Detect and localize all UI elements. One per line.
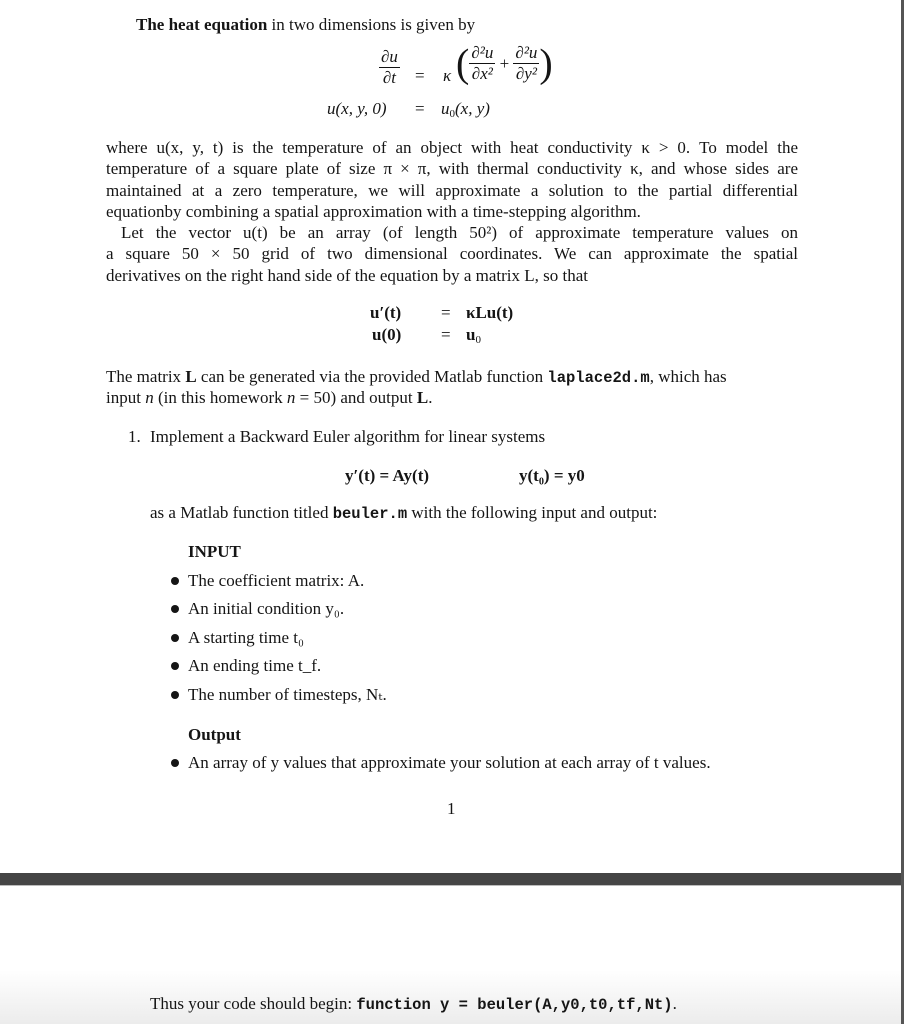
sys-row2-eq: = xyxy=(441,325,451,344)
d2u-numerator-2: ∂²u xyxy=(515,43,538,62)
text: as a Matlab function titled xyxy=(150,503,333,522)
para3-line2 xyxy=(106,387,432,408)
ode-equation: y′(t) = Ay(t) xyxy=(345,466,430,485)
right-paren: ) xyxy=(539,40,553,86)
code-beuler: beuler.m xyxy=(332,505,408,523)
para1-line: equationby combining a spatial approximation with a time-stepping algorithm. xyxy=(106,201,641,221)
dy2-denominator: ∂y² xyxy=(515,64,537,83)
page-number: 1 xyxy=(447,799,456,818)
sys-row2-rhs xyxy=(466,324,481,351)
paragraph-vector-description xyxy=(106,222,798,286)
output-item: An array of y values that approximate your solution at each array of t values. xyxy=(188,753,711,772)
intro-line xyxy=(136,14,475,35)
bullet-icon xyxy=(171,605,179,613)
bullet-icon xyxy=(171,691,179,699)
page-separator xyxy=(0,873,904,885)
bullet-icon xyxy=(171,662,179,670)
text: The matrix xyxy=(106,367,186,386)
task-text: Implement a Backward Euler algorithm for linear systems xyxy=(150,427,546,446)
eq1-lhs xyxy=(379,47,400,88)
para1-line: where u(x, y, t) is the temperature of an object with heat conductivity κ > 0. To model the xyxy=(106,138,798,157)
dx2-denominator: ∂x² xyxy=(471,64,493,83)
d2u-numerator-1: ∂²u xyxy=(471,43,494,62)
input-item: An ending time t_f. xyxy=(188,656,322,675)
para2-line: Let the vector u(t) be an array (of length 50²) of approximate temperature values on xyxy=(121,223,798,242)
var-n: n xyxy=(286,388,296,407)
text: input xyxy=(106,388,146,407)
u0-subscript: 0 xyxy=(475,334,481,346)
sys-row1-eq: = xyxy=(441,303,451,322)
var-n: n xyxy=(145,388,154,407)
sys-row2-lhs: u(0) xyxy=(372,325,402,344)
text: Thus your code should begin: xyxy=(150,994,357,1013)
u-subscript: 0 xyxy=(449,108,455,120)
eq2-lhs: u(x, y, 0) xyxy=(327,99,387,118)
bullet-icon xyxy=(171,759,179,767)
next-page-line xyxy=(150,993,677,1016)
task-description xyxy=(150,502,657,525)
matrix-L: L xyxy=(416,388,429,407)
dt-denominator: ∂t xyxy=(382,68,397,87)
input-item: An initial condition y₀. xyxy=(188,599,345,618)
intro-rest: in two dimensions is given by xyxy=(267,15,476,34)
page-separator-line xyxy=(0,885,904,886)
plus-sign: + xyxy=(499,54,510,73)
eq2-equals: = xyxy=(415,99,425,118)
sys-row1-rhs: κLu(t) xyxy=(466,303,514,322)
task-number: 1. xyxy=(128,427,141,446)
input-item: A starting time t₀ xyxy=(188,628,304,647)
input-heading: INPUT xyxy=(188,542,241,561)
input-item: The number of timesteps, Nₜ. xyxy=(188,685,387,704)
u0-args: (x, y) xyxy=(455,99,490,118)
u-symbol: u xyxy=(441,99,450,118)
eq1-equals: = xyxy=(415,66,425,85)
text: . xyxy=(428,388,433,407)
sys-row1-lhs: u′(t) xyxy=(370,303,402,322)
paragraph-heat-description xyxy=(106,137,798,222)
text: with the following input and output: xyxy=(407,503,658,522)
u-bold: u xyxy=(466,325,476,344)
para2-line: derivatives on the right hand side of the equation by a matrix L, so that xyxy=(106,265,589,285)
input-item: The coefficient matrix: A. xyxy=(188,571,365,590)
text: = 50) and output xyxy=(295,388,417,407)
para1-line: temperature of a square plate of size π × π, with thermal conductivity κ, and whose sides are xyxy=(106,159,798,179)
intro-bold-term: The heat equation xyxy=(136,15,268,34)
initial-condition-equation: y(t₀) = y0 xyxy=(519,466,585,485)
para3-line1 xyxy=(106,366,727,389)
text: can be generated via the provided Matlab function xyxy=(196,367,548,386)
eq2-rhs xyxy=(441,98,490,125)
text: (in this homework xyxy=(153,388,287,407)
du-numerator: ∂u xyxy=(381,47,398,66)
eq1-kappa: κ xyxy=(443,66,452,85)
matrix-L: L xyxy=(185,367,197,386)
code-laplace2d: laplace2d.m xyxy=(547,369,650,387)
para2-line: a square 50 × 50 grid of two dimensional coordinates. We can approximate the spatial xyxy=(106,244,798,264)
para1-line: maintained at a zero temperature, we will approximate a solution to the partial differential xyxy=(106,180,798,200)
bullet-icon xyxy=(171,634,179,642)
eq1-rhs xyxy=(456,40,553,86)
code-function-signature: function y = beuler(A,y0,t0,tf,Nt) xyxy=(356,996,673,1014)
bullet-icon xyxy=(171,577,179,585)
output-heading: Output xyxy=(188,725,241,744)
text: , which has xyxy=(649,367,727,386)
left-paren: ( xyxy=(456,40,470,86)
text: . xyxy=(672,994,677,1013)
